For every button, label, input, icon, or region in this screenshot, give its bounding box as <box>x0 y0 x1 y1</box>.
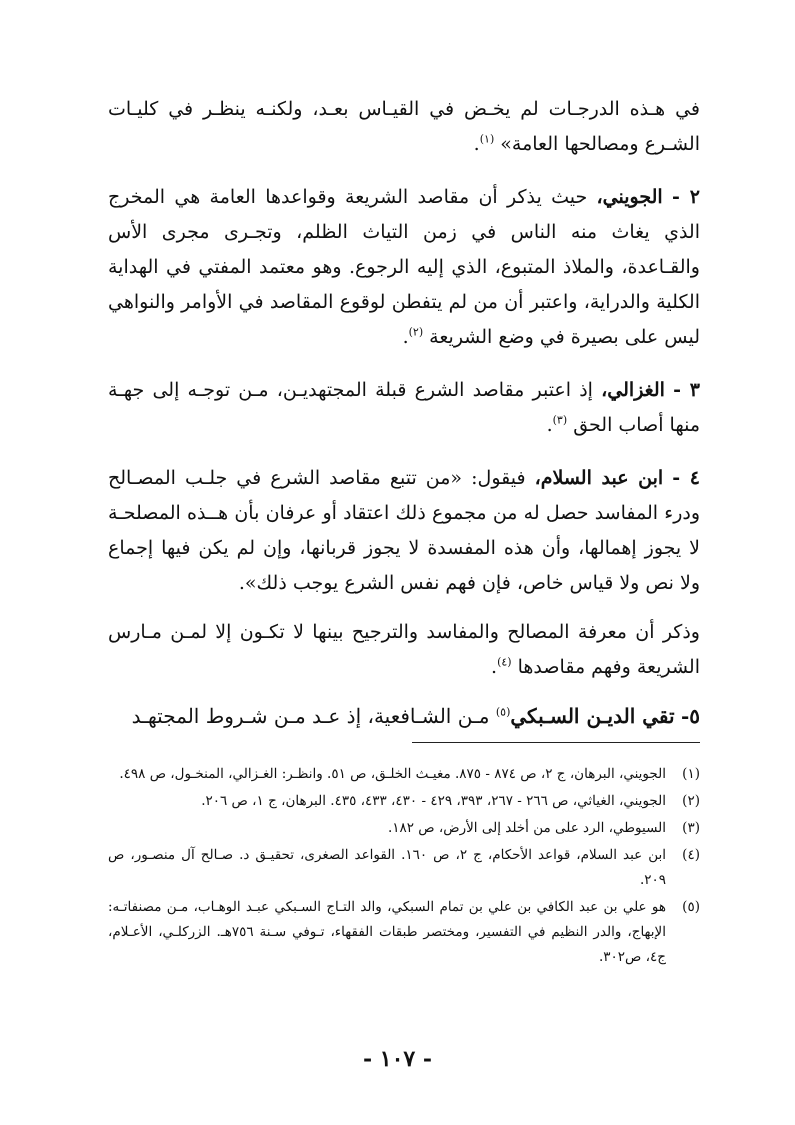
item-number-5: ٥- <box>680 704 700 728</box>
footnote-text: هو علي بن عبد الكافي بن علي بن تمام السبكي، والد التـاج السـبكي عبـد الوهـاب، مـن مصنفاتـه: الإبهاج، والدر النظيم في التفسير، ومختصر طبقات الفقهاء، تـوفي سـنة ٧٥٦هـ. الزركلـي، الأعـلام، ج٤، ص٣٠٢. <box>108 899 666 965</box>
juwayni-text: حيث يذكر أن مقاصد الشريعة وقواعدها العامة هي المخرج الذي يغاث منه الناس في زمن التياث الظلم، وتجـرى مجرى الأس والقـاعدة، والملاذ المتبوع، الذي إليه الرجوع. وهو معتمد المفتي في الهداية الكلية والدراية، واعتبر أن من لم يتفطن لوقوع المقاصد في الأوامر والنواهي ليس على بصيرة في وضع الشريعة <box>108 186 700 348</box>
footnote-number: (٥) <box>682 899 700 915</box>
footnote-ref-1[interactable]: (١) <box>479 132 495 146</box>
page-number: - ١٠٧ - <box>362 1046 433 1072</box>
footnote-number: (٢) <box>682 793 700 809</box>
footnote-text: السيوطي، الرد على من أخلد إلى الأرض، ص ١٨٢. <box>387 820 666 836</box>
item-number-2: ٢ - <box>672 186 700 208</box>
footnote-ref-3[interactable]: (٣) <box>552 413 568 427</box>
footnote-ref-2[interactable]: (٢) <box>408 325 424 339</box>
footnotes <box>108 762 700 972</box>
footnote-number: (٤) <box>682 847 700 863</box>
scholar-name-ghazali: الغزالي، <box>601 379 665 401</box>
ghazali-text: إذ اعتبر مقاصد الشرع قبلة المجتهديـن، مـن توجـه إلى جهـة منها أصاب الحق <box>108 379 700 436</box>
intro-paragraph: في هـذه الدرجـات لم يخـض في القيـاس بعـد، ولكنـه ينظـر في كليـات الشـرع ومصالحها العامة» $^{(١)}$. <box>108 98 700 155</box>
paragraph-juwayni: ٢ - الجويني، حيث يذكر أن مقاصد الشريعة وقواعدها العامة هي المخرج الذي يغاث منه الناس في زمن التياث الظلم، وتجـرى مجرى الأس والقـاعدة، والملاذ المتبوع، الذي إليه الرجوع. وهو معتمد المفتي في الهداية الكلية والدراية، واعتبر أن من لم يتفطن لوقوع المقاصد في الأوامر والنواهي ليس على بصيرة في وضع الشريعة $^{(٢)}$. <box>108 186 700 348</box>
footnote-separator <box>412 742 700 743</box>
footnote-5 <box>108 895 700 970</box>
footnote-ref-4[interactable]: (٤) <box>497 655 512 669</box>
main-text <box>108 92 700 752</box>
item-number-4: ٤ - <box>672 467 700 489</box>
paragraph-subki <box>108 699 700 734</box>
footnote-ref-5[interactable]: (٥) <box>495 705 511 719</box>
paragraph-ghazali: ٣ - الغزالي، إذ اعتبر مقاصد الشرع قبلة المجتهديـن، مـن توجـه إلى جهـة منها أصاب الحق $^{(٣)}$. <box>108 379 700 436</box>
scholar-name-juwayni: الجويني، <box>596 186 663 208</box>
footnote-1 <box>108 762 700 787</box>
footnote-3 <box>108 816 700 841</box>
footnote-2 <box>108 789 700 814</box>
subki-text: مـن الشـافعية، إذ عـد مـن شـروط المجتهـد <box>131 704 490 728</box>
footnote-number: (٣) <box>682 820 700 836</box>
item-number-3: ٣ - <box>673 379 700 401</box>
footnote-text: ابن عبد السلام، قواعد الأحكام، ج ٢، ص ١٦٠. القواعد الصغرى، تحقيـق د. صـالح آل منصـور، ص ٢٠٩. <box>108 847 666 888</box>
footnote-4 <box>108 843 700 893</box>
footnote-number: (١) <box>682 766 700 782</box>
scholar-name-ibn-abd-al-salam: ابن عبد السلام، <box>534 467 664 489</box>
paragraph-ibn-abd-al-salam-continued: وذكر أن معرفة المصالح والمفاسد والترجيح بينها لا تكـون إلا لمـن مـارس الشريعة وفهم مقاصدها $^{(٤)}$. <box>108 621 700 678</box>
intro-text: في هـذه الدرجـات لم يخـض في القيـاس بعـد، ولكنـه ينظـر في كليـات الشـرع ومصالحها العامة» <box>108 98 700 155</box>
paragraph-ibn-abd-al-salam <box>108 461 700 601</box>
continued-text: وذكر أن معرفة المصالح والمفاسد والترجيح بينها لا تكـون إلا لمـن مـارس الشريعة وفهم مقاصدها <box>108 621 700 678</box>
ibn-abd-al-salam-quote: فيقول: «من تتبع مقاصد الشرع في جلـب المصـالح ودرء المفاسد حصل له من مجموع ذلك اعتقاد أو عرفان بأن هــذه المصلحـة لا يجوز إهمالها، وأن هذه المفسدة لا يجوز قربانها، وإن لم يكن فيها إجماع ولا نص ولا قياس خاص، فإن فهم نفس الشرع يوجب ذلك». <box>108 467 700 594</box>
footnote-text: الجويني، الغياثي، ص ٢٦٦ - ٢٦٧، ٣٩٣، ٤٢٩ - ٤٣٠، ٤٣٣، ٤٣٥. البرهان، ج ١، ص ٢٠٦. <box>201 793 666 809</box>
footnote-text: الجويني، البرهان، ج ٢، ص ٨٧٤ - ٨٧٥. مغيـث الخلـق، ص ٥١. وانظـر: الغـزالي، المنخـول، ص ٤٩٨. <box>119 766 666 782</box>
scholar-name-subki: تقي الديـن السـبكي <box>510 704 675 728</box>
